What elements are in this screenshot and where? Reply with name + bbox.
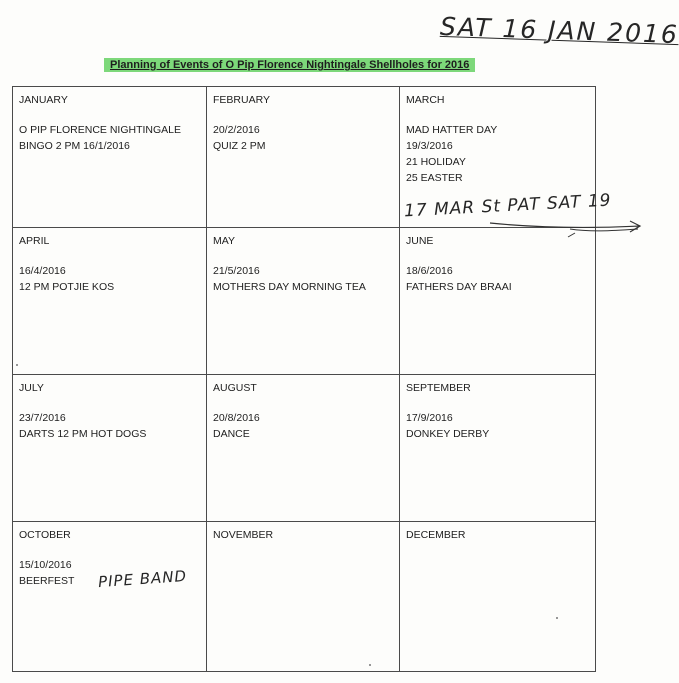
month-cell-september <box>400 375 595 522</box>
month-cell-august <box>207 375 400 522</box>
month-cell-february <box>207 87 400 228</box>
month-name: OCTOBER <box>19 529 71 541</box>
month-name: NOVEMBER <box>213 529 274 541</box>
event-line: FATHERS DAY BRAAI <box>406 281 512 293</box>
scan-speck <box>16 364 18 366</box>
event-list <box>19 263 200 295</box>
event-line: 15/10/2016 <box>19 559 72 571</box>
event-line: 20/2/2016 <box>213 124 260 136</box>
month-name: FEBRUARY <box>213 94 270 106</box>
document-title: Planning of Events of O Pip Florence Nightingale Shellholes for 2016 <box>104 58 475 72</box>
month-name: MARCH <box>406 94 445 106</box>
event-line: 19/3/2016 <box>406 140 453 152</box>
event-line: DARTS 12 PM HOT DOGS <box>19 428 147 440</box>
event-line: 21/5/2016 <box>213 265 260 277</box>
event-line: QUIZ 2 PM <box>213 140 266 152</box>
scan-speck <box>369 664 371 666</box>
month-name: DECEMBER <box>406 529 466 541</box>
event-list <box>19 410 200 442</box>
event-line: 17/9/2016 <box>406 412 453 424</box>
month-name: JANUARY <box>19 94 68 106</box>
month-name: JULY <box>19 382 44 394</box>
month-cell-october <box>13 522 207 671</box>
month-cell-november <box>207 522 400 671</box>
month-name: MAY <box>213 235 235 247</box>
event-line: MAD HATTER DAY <box>406 124 498 136</box>
event-line: 12 PM POTJIE KOS <box>19 281 115 293</box>
event-line: 25 EASTER <box>406 172 463 184</box>
event-line: BINGO 2 PM 16/1/2016 <box>19 140 130 152</box>
handwritten-march-note: 17 MAR St PAT SAT 19 <box>403 190 612 222</box>
event-list <box>213 410 393 442</box>
event-line: 21 HOLIDAY <box>406 156 466 168</box>
month-cell-may <box>207 228 400 375</box>
handwritten-october-note: PIPE BAND <box>97 566 188 592</box>
event-line: 18/6/2016 <box>406 265 453 277</box>
event-list <box>406 410 589 442</box>
handwritten-arrow-icon <box>490 207 646 237</box>
event-line: DANCE <box>213 428 250 440</box>
month-name: AUGUST <box>213 382 257 394</box>
event-list <box>406 263 589 295</box>
event-line: 16/4/2016 <box>19 265 66 277</box>
event-line: 23/7/2016 <box>19 412 66 424</box>
handwritten-date: SAT 16 JAN 2016 <box>439 11 679 50</box>
event-list <box>213 122 393 154</box>
scan-speck <box>556 617 558 619</box>
event-line: 20/8/2016 <box>213 412 260 424</box>
event-line: DONKEY DERBY <box>406 428 490 440</box>
event-line: MOTHERS DAY MORNING TEA <box>213 281 366 293</box>
month-cell-january <box>13 87 207 228</box>
month-cell-december <box>400 522 595 671</box>
month-cell-june <box>400 228 595 375</box>
event-list <box>213 263 393 295</box>
event-line: O PIP FLORENCE NIGHTINGALE <box>19 124 182 136</box>
month-name: SEPTEMBER <box>406 382 471 394</box>
event-list <box>406 122 589 186</box>
event-list <box>19 122 200 154</box>
month-cell-july <box>13 375 207 522</box>
month-name: APRIL <box>19 235 50 247</box>
month-name: JUNE <box>406 235 434 247</box>
month-cell-april <box>13 228 207 375</box>
event-line: BEERFEST <box>19 575 75 587</box>
